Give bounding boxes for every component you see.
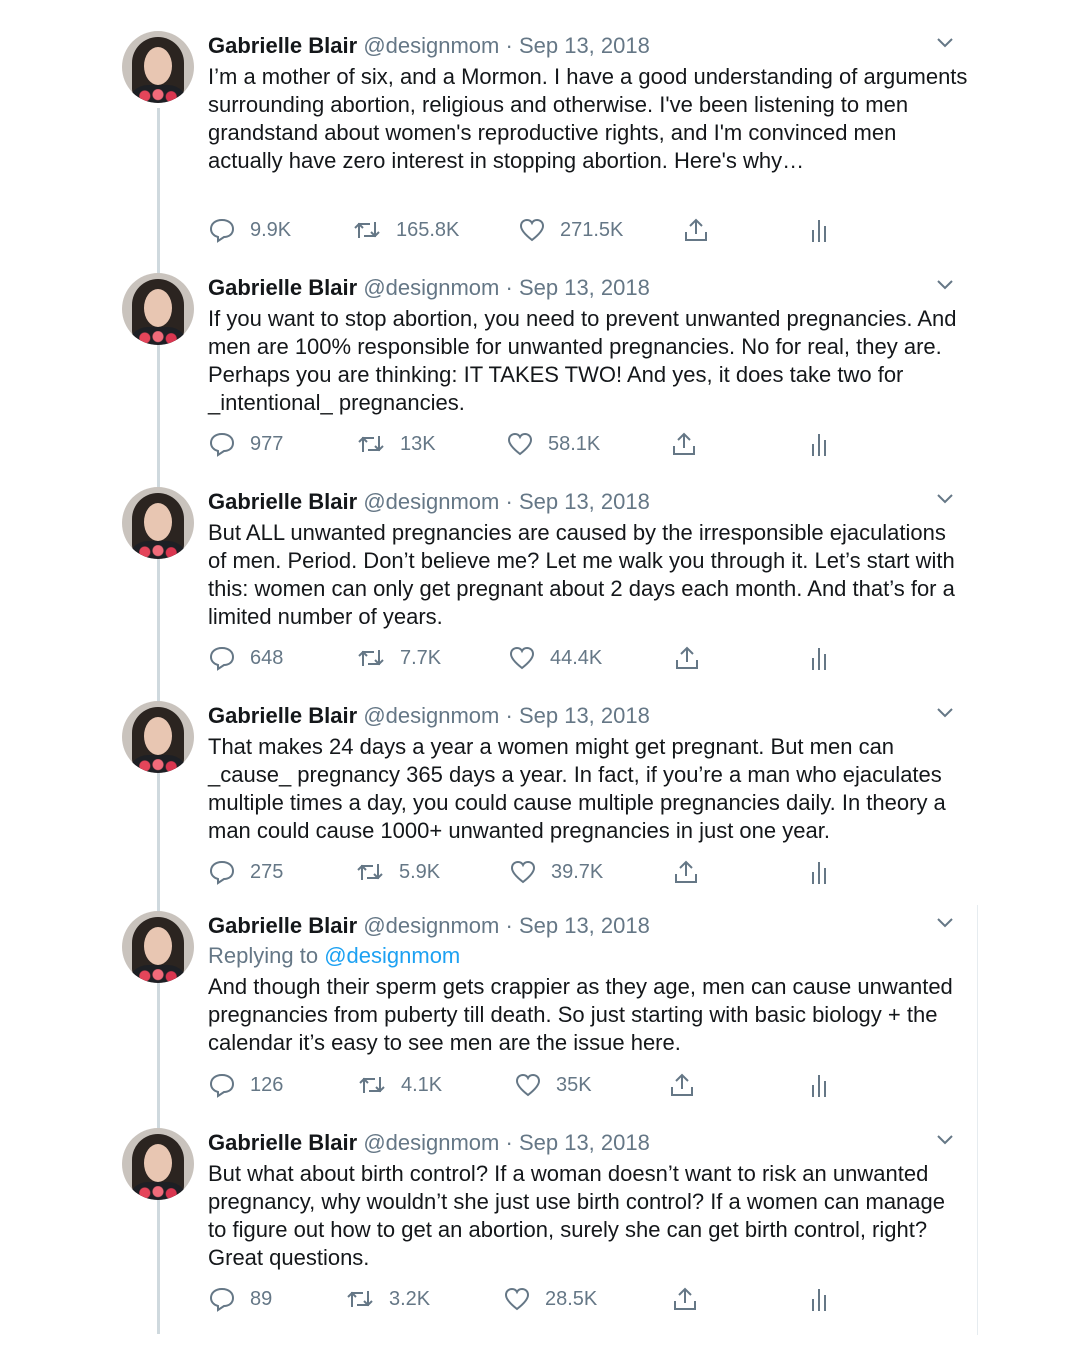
reply-count: 275 xyxy=(250,860,284,883)
chevron-down-icon[interactable] xyxy=(934,32,956,54)
reply-count: 89 xyxy=(250,1287,273,1310)
retweet-count: 5.9K xyxy=(399,860,441,883)
analytics-icon[interactable] xyxy=(805,430,833,458)
heart-icon xyxy=(509,858,537,886)
retweet-icon xyxy=(355,858,385,886)
separator: · xyxy=(505,489,513,514)
tweet-date[interactable]: Sep 13, 2018 xyxy=(518,275,650,300)
like-count: 28.5K xyxy=(545,1287,598,1310)
like-button[interactable] xyxy=(506,430,600,458)
retweet-button[interactable] xyxy=(356,644,441,672)
share-icon[interactable] xyxy=(682,216,710,244)
tweet-header xyxy=(208,32,650,60)
tweet-text: I’m a mother of six, and a Mormon. I have a good understanding of arguments surrounding abortion, religious and otherwise. I've been listening to men grandstand about women's reproductive rights, and I'm convinced men actually have zero interest in stopping abortion. Here's why… xyxy=(208,64,968,173)
share-icon[interactable] xyxy=(673,644,701,672)
share-icon[interactable] xyxy=(672,858,700,886)
like-count: 44.4K xyxy=(550,646,603,669)
retweet-icon xyxy=(356,644,386,672)
reply-button[interactable] xyxy=(208,1071,283,1099)
avatar[interactable] xyxy=(122,701,194,773)
author-handle[interactable]: @designmom xyxy=(363,913,500,938)
retweet-icon xyxy=(357,1071,387,1099)
heart-icon xyxy=(503,1285,531,1313)
tweet-date[interactable]: Sep 13, 2018 xyxy=(518,489,650,514)
separator: · xyxy=(505,1130,513,1155)
reply-icon xyxy=(208,216,236,244)
retweet-icon xyxy=(352,216,382,244)
tweet-text: But what about birth control? If a woman doesn’t want to risk an unwanted pregnancy, why wouldn’t she just use birth control? If a women can manage to figure out how to get an abortion, surely she can get birth control, right? Great questions. xyxy=(208,1161,945,1270)
heart-icon xyxy=(508,644,536,672)
like-button[interactable] xyxy=(518,216,623,244)
chevron-down-icon[interactable] xyxy=(934,1129,956,1151)
reply-count: 126 xyxy=(250,1073,284,1096)
retweet-count: 3.2K xyxy=(389,1287,431,1310)
chevron-down-icon[interactable] xyxy=(934,702,956,724)
author-handle[interactable]: @designmom xyxy=(363,275,500,300)
reply-count: 977 xyxy=(250,432,284,455)
reply-button[interactable] xyxy=(208,216,291,244)
right-divider xyxy=(977,905,978,1335)
tweet-header xyxy=(208,274,650,302)
author-name[interactable]: Gabrielle Blair xyxy=(208,703,358,728)
reply-icon xyxy=(208,1071,236,1099)
author-handle[interactable]: @designmom xyxy=(363,1130,500,1155)
chevron-down-icon[interactable] xyxy=(934,912,956,934)
tweet-header xyxy=(208,488,650,516)
reply-icon xyxy=(208,1285,236,1313)
like-count: 58.1K xyxy=(548,432,601,455)
like-button[interactable] xyxy=(514,1071,592,1099)
reply-button[interactable] xyxy=(208,1285,272,1313)
avatar[interactable] xyxy=(122,273,194,345)
separator: · xyxy=(505,33,513,58)
tweet-date[interactable]: Sep 13, 2018 xyxy=(518,1130,650,1155)
analytics-icon[interactable] xyxy=(805,1071,833,1099)
retweet-count: 4.1K xyxy=(401,1073,443,1096)
share-icon[interactable] xyxy=(670,430,698,458)
tweet-date[interactable]: Sep 13, 2018 xyxy=(518,33,650,58)
tweet-text: And though their sperm gets crappier as they age, men can cause unwanted pregnancies from puberty till death. So just starting with basic biology + the calendar it’s easy to see men are the issue here. xyxy=(208,974,953,1055)
author-name[interactable]: Gabrielle Blair xyxy=(208,489,358,514)
tweet-header xyxy=(208,702,650,730)
reply-count: 648 xyxy=(250,646,284,669)
retweet-button[interactable] xyxy=(355,858,440,886)
replying-to-handle[interactable]: @designmom xyxy=(324,943,461,968)
separator: · xyxy=(505,275,513,300)
separator: · xyxy=(505,913,513,938)
avatar[interactable] xyxy=(122,487,194,559)
reply-icon xyxy=(208,430,236,458)
reply-icon xyxy=(208,858,236,886)
tweet-text: That makes 24 days a year a women might get pregnant. But men can _cause_ pregnancy 365 days a year. In fact, if you’re a man who ejaculates multiple times a day, you could cause multiple pregnancies daily. In theory a man could cause 1000+ unwanted pregnancies in just one year. xyxy=(208,734,946,843)
author-name[interactable]: Gabrielle Blair xyxy=(208,33,358,58)
tweet-date[interactable]: Sep 13, 2018 xyxy=(518,913,650,938)
reply-count: 9.9K xyxy=(250,218,292,241)
chevron-down-icon[interactable] xyxy=(934,488,956,510)
author-handle[interactable]: @designmom xyxy=(363,703,500,728)
replying-to-label: Replying to xyxy=(208,943,319,968)
like-count: 35K xyxy=(556,1073,592,1096)
separator: · xyxy=(505,703,513,728)
share-icon[interactable] xyxy=(668,1071,696,1099)
author-name[interactable]: Gabrielle Blair xyxy=(208,913,358,938)
tweet-header xyxy=(208,912,650,940)
retweet-count: 165.8K xyxy=(396,218,460,241)
author-name[interactable]: Gabrielle Blair xyxy=(208,275,358,300)
retweet-button[interactable] xyxy=(357,1071,442,1099)
tweet-text: But ALL unwanted pregnancies are caused by the irresponsible ejaculations of men. Period. Don’t believe me? Let me walk you through it. Let’s start with this: women can only get pregnant about 2 days each month. And that’s for a limited number of years. xyxy=(208,520,955,629)
author-handle[interactable]: @designmom xyxy=(363,489,500,514)
replying-to xyxy=(208,942,460,970)
author-handle[interactable]: @designmom xyxy=(363,33,500,58)
share-icon[interactable] xyxy=(671,1285,699,1313)
heart-icon xyxy=(518,216,546,244)
retweet-count: 13K xyxy=(400,432,436,455)
like-count: 271.5K xyxy=(560,218,624,241)
avatar[interactable] xyxy=(122,1128,194,1200)
author-name[interactable]: Gabrielle Blair xyxy=(208,1130,358,1155)
retweet-button[interactable] xyxy=(345,1285,430,1313)
chevron-down-icon[interactable] xyxy=(934,274,956,296)
avatar[interactable] xyxy=(122,31,194,103)
reply-icon xyxy=(208,644,236,672)
retweet-icon xyxy=(345,1285,375,1313)
retweet-button[interactable] xyxy=(356,430,436,458)
like-button[interactable] xyxy=(508,644,602,672)
tweet-text: If you want to stop abortion, you need to prevent unwanted pregnancies. And men are 100% responsible for unwanted pregnancies. No for real, they are. Perhaps you are thinking: IT TAKES TWO! And yes, it does take two for _intentional_ pregnancies. xyxy=(208,306,957,415)
like-button[interactable] xyxy=(509,858,603,886)
reply-button[interactable] xyxy=(208,644,283,672)
reply-button[interactable] xyxy=(208,430,283,458)
retweet-button[interactable] xyxy=(352,216,459,244)
tweet-header xyxy=(208,1129,650,1157)
avatar[interactable] xyxy=(122,911,194,983)
like-count: 39.7K xyxy=(551,860,604,883)
analytics-icon[interactable] xyxy=(805,216,833,244)
reply-button[interactable] xyxy=(208,858,283,886)
retweet-count: 7.7K xyxy=(400,646,442,669)
tweet-date[interactable]: Sep 13, 2018 xyxy=(518,703,650,728)
analytics-icon[interactable] xyxy=(805,644,833,672)
analytics-icon[interactable] xyxy=(805,1285,833,1313)
analytics-icon[interactable] xyxy=(805,858,833,886)
heart-icon xyxy=(506,430,534,458)
like-button[interactable] xyxy=(503,1285,597,1313)
heart-icon xyxy=(514,1071,542,1099)
retweet-icon xyxy=(356,430,386,458)
